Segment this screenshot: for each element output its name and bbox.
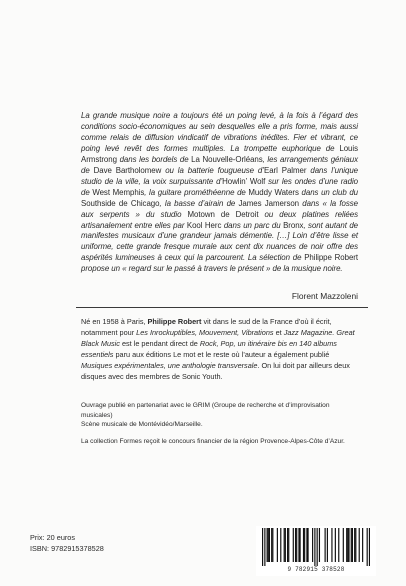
barcode-bar xyxy=(362,528,363,562)
barcode-bar xyxy=(331,528,332,562)
barcode-bar xyxy=(348,528,349,562)
barcode-bar xyxy=(325,528,326,562)
barcode-bar xyxy=(314,528,315,566)
barcode-bar xyxy=(335,528,336,562)
barcode-bar xyxy=(262,528,263,566)
barcode-bar xyxy=(269,528,270,562)
blurb-text: La grande musique noire a toujours été un poing levé, à la fois à l’égard des conditions socio-économiques au sein desquelles elle a pris forme, mais aussi comme relais de diffusion vindicatif de vibrations inédites. Fier et vibrant, ce poing levé revêt des formes multiples. La trompette euphorique de Louis Armstrong dans les bordels de La Nouvelle-Orléans, les arrangements géniaux de Dave Bartholomew ou la batterie fougueuse d’Earl Palmer dans l’unique studio de la ville, la voix surpuissante d’Howlin’ Wolf sur les ondes d’une radio de West Memphis, la guitare prométhéenne de Muddy Waters dans un club du Southside de Chicago, la basse d’airain de James Jamerson dans « la fosse aux serpents » du studio Motown de Detroit ou deux platines reliées artisanalement entre elles par Kool Herc dans un parc du Bronx, sont autant de manifestes musicaux d’une grandeur jamais démentie. […] Loin d’être lisse et uniforme, cette grande fresque murale aux cent dix nuances de noir offre des aspérités lumineuses à ceux qui la parcourent. La sélection de Philippe Robert propose un « regard sur le passé à travers le présent » de la musique noire. xyxy=(81,111,359,274)
barcode-bar xyxy=(280,528,281,562)
blurb-signature: Florent Mazzoleni xyxy=(291,291,358,301)
barcode-bar xyxy=(319,528,320,562)
barcode-image xyxy=(262,528,370,566)
barcode-bar xyxy=(355,528,356,562)
price-info xyxy=(30,533,104,554)
barcode-bar xyxy=(285,528,286,562)
barcode-bar xyxy=(343,528,344,562)
barcode-bar xyxy=(277,528,278,562)
barcode-bar xyxy=(304,528,305,562)
barcode-bar xyxy=(287,528,288,562)
barcode-bar xyxy=(307,528,308,562)
barcode-bar xyxy=(312,528,313,562)
barcode-digits: 9 782915 378528 xyxy=(287,566,345,573)
barcode-bar xyxy=(296,528,297,562)
barcode-bar xyxy=(284,528,285,562)
barcode-bar xyxy=(271,528,272,562)
barcode-bar xyxy=(354,528,355,562)
barcode-bar xyxy=(306,528,307,562)
barcode-bar xyxy=(300,528,301,562)
publication-notes xyxy=(81,401,362,446)
barcode-bar xyxy=(267,528,268,562)
barcode-bar xyxy=(346,528,347,562)
barcode-bar xyxy=(268,528,269,562)
author-name: Philippe Robert xyxy=(147,317,202,326)
funding-note: La collection Formes reçoit le concours financier de la région Provence-Alpes-Côte d’Azur. xyxy=(81,437,345,445)
barcode-bar xyxy=(347,528,348,562)
section-divider xyxy=(76,307,368,308)
barcode-bar xyxy=(369,528,370,566)
barcode-bar xyxy=(359,528,360,562)
barcode-bar xyxy=(352,528,353,562)
barcode-bar xyxy=(264,528,265,566)
barcode-bar xyxy=(295,528,296,562)
partnership-note: Ouvrage publié en partenariat avec le GRIM (Groupe de recherche et d’improvisation musicales) Scène musicale de Montévidéo/Marseille. xyxy=(81,402,330,429)
barcode-bar xyxy=(303,528,304,562)
barcode-bar xyxy=(293,528,294,562)
barcode-bar xyxy=(317,528,318,566)
barcode-bar xyxy=(288,528,289,562)
barcode-bar xyxy=(272,528,273,562)
barcode-bar xyxy=(327,528,328,562)
barcode-bar xyxy=(351,528,352,562)
price-label: Prix: 20 euros xyxy=(30,533,76,542)
barcode-panel xyxy=(256,526,376,576)
barcode-bar xyxy=(298,528,299,562)
barcode-bar xyxy=(338,528,339,562)
barcode-bar xyxy=(367,528,368,566)
isbn-label: ISBN: 9782915378528 xyxy=(30,543,104,553)
author-bio: Né en 1958 à Paris, Philippe Robert vit dans le sud de la France d’où il écrit, notamment pour Les Inrockuptibles, Mouvement, Vibrations et Jazz Magazine. Great Black Music est le pendant direct de Rock, Pop, un itinéraire bis en 140 albums essentiels paru aux éditions Le mot et le reste où l’auteur a également publié Musiques expérimentales, une anthologie transversale. On lui doit par ailleurs deux disques avec des membres de Sonic Youth. xyxy=(81,317,355,381)
